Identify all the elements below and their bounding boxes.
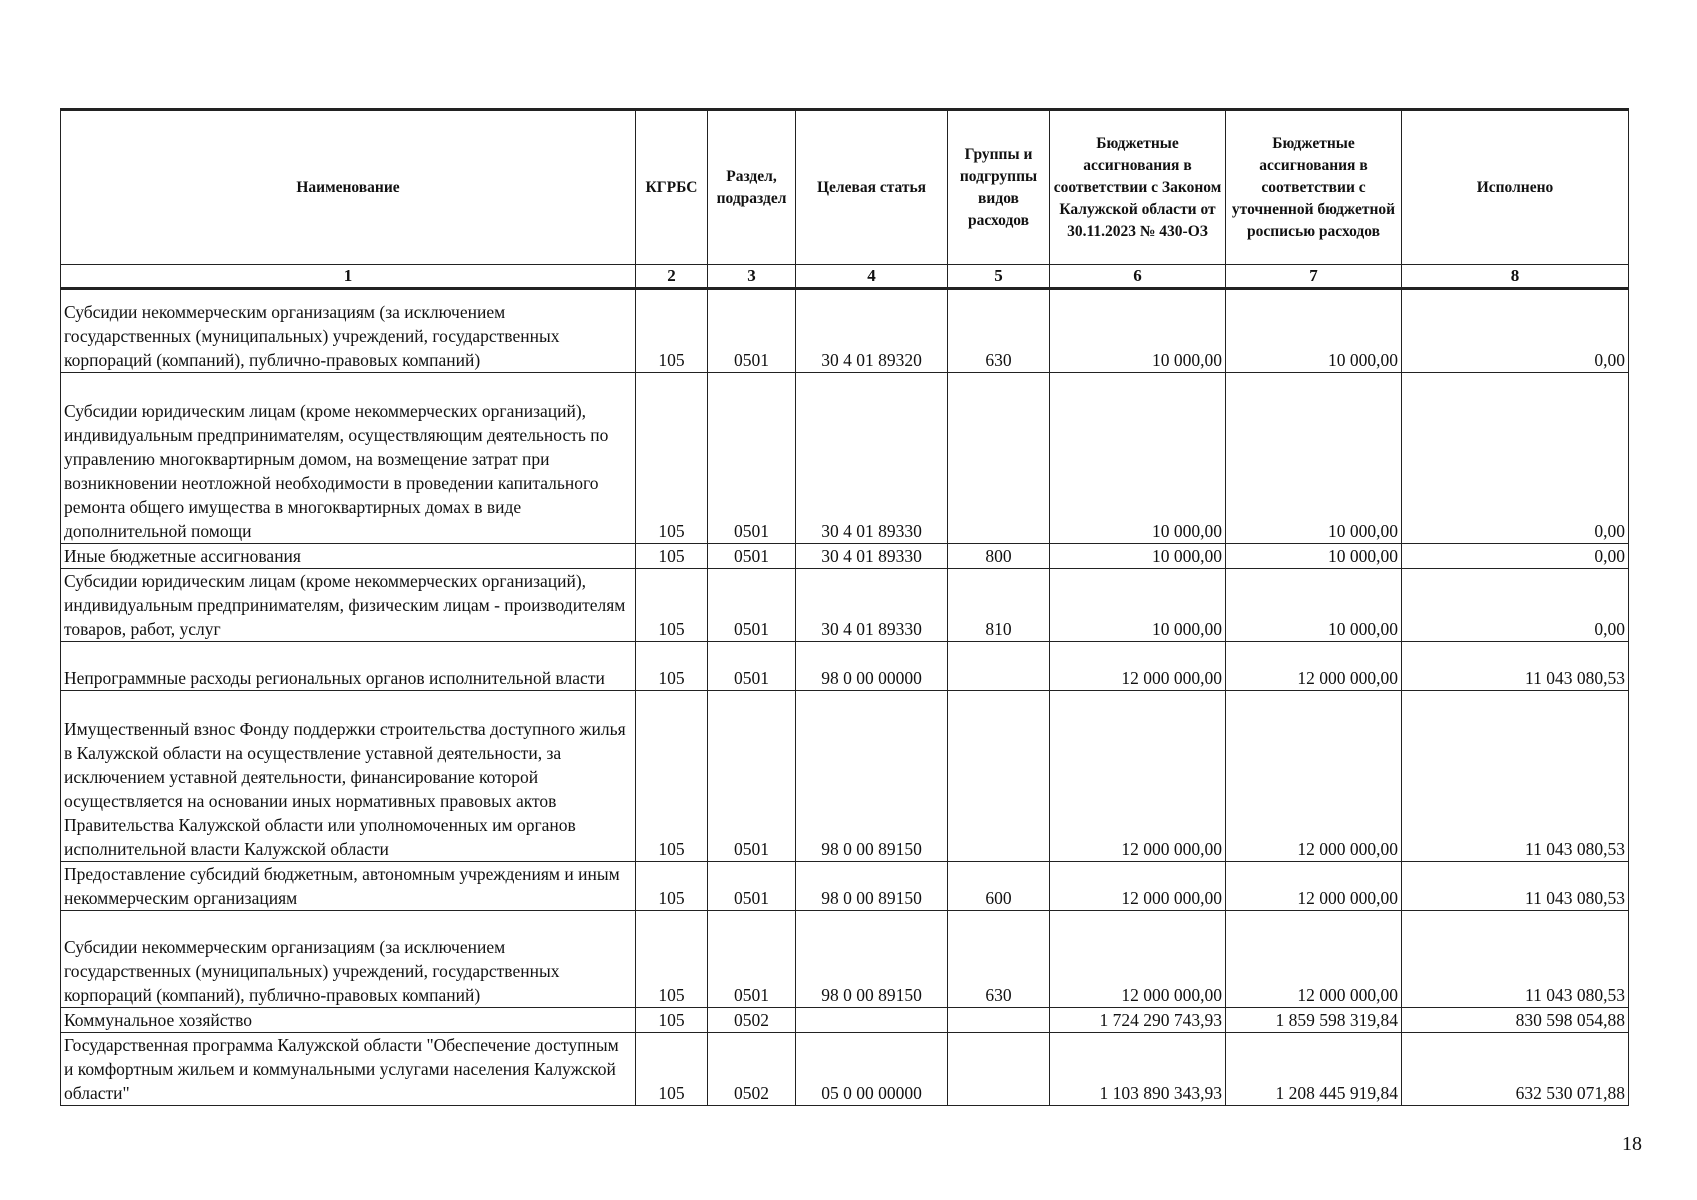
row-law-amount: 10 000,00	[1050, 544, 1226, 569]
table-row	[61, 569, 1629, 642]
row-revised-amount: 12 000 000,00	[1226, 642, 1402, 691]
table-row	[61, 544, 1629, 569]
row-group: 630	[948, 289, 1050, 373]
row-revised-amount: 12 000 000,00	[1226, 862, 1402, 911]
row-name: Субсидии юридическим лицам (кроме некоммерческих организаций), индивидуальным предпринимателям, осуществляющим деятельность по управлению многоквартирным домом, на возмещение затрат при возникновении неотложной необходимости в проведении капитального ремонта общего имущества в многоквартирных домах в виде дополнительной помощи	[61, 373, 636, 544]
row-name: Субсидии юридическим лицам (кроме некоммерческих организаций), индивидуальным предпринимателям, физическим лицам - производителям товаров, работ, услуг	[61, 569, 636, 642]
budget-table	[60, 108, 1629, 1106]
header-group: Группы и подгруппы видов расходов	[948, 110, 1050, 265]
row-kgrbs: 105	[636, 373, 708, 544]
row-name: Государственная программа Калужской области "Обеспечение доступным и комфортным жильем и коммунальными услугами населения Калужской области"	[61, 1033, 636, 1106]
row-section: 0502	[708, 1008, 796, 1033]
header-revised: Бюджетные ассигнования в соответствии с уточненной бюджетной росписью расходов	[1226, 110, 1402, 265]
row-section: 0501	[708, 911, 796, 1008]
row-section: 0501	[708, 862, 796, 911]
column-number: 3	[708, 265, 796, 289]
column-number: 2	[636, 265, 708, 289]
row-law-amount: 10 000,00	[1050, 569, 1226, 642]
row-revised-amount: 10 000,00	[1226, 544, 1402, 569]
page-number: 18	[1622, 1133, 1642, 1155]
row-law-amount: 1 103 890 343,93	[1050, 1033, 1226, 1106]
row-kgrbs: 105	[636, 1033, 708, 1106]
row-revised-amount: 10 000,00	[1226, 289, 1402, 373]
row-kgrbs: 105	[636, 544, 708, 569]
row-group: 600	[948, 862, 1050, 911]
header-target: Целевая статья	[796, 110, 948, 265]
row-target: 30 4 01 89330	[796, 373, 948, 544]
table-row	[61, 911, 1629, 1008]
header-executed: Исполнено	[1402, 110, 1629, 265]
row-target: 98 0 00 89150	[796, 911, 948, 1008]
row-kgrbs: 105	[636, 1008, 708, 1033]
row-group	[948, 642, 1050, 691]
row-name: Иные бюджетные ассигнования	[61, 544, 636, 569]
table-row	[61, 642, 1629, 691]
header-row	[61, 110, 1629, 265]
row-kgrbs: 105	[636, 289, 708, 373]
row-law-amount: 12 000 000,00	[1050, 691, 1226, 862]
row-group	[948, 691, 1050, 862]
row-group	[948, 373, 1050, 544]
row-executed-amount: 0,00	[1402, 544, 1629, 569]
row-section: 0501	[708, 569, 796, 642]
row-law-amount: 12 000 000,00	[1050, 642, 1226, 691]
row-name: Субсидии некоммерческим организациям (за исключением государственных (муниципальных) учреждений, государственных корпораций (компаний), публично-правовых компаний)	[61, 911, 636, 1008]
table-row	[61, 1033, 1629, 1106]
row-law-amount: 1 724 290 743,93	[1050, 1008, 1226, 1033]
row-section: 0501	[708, 691, 796, 862]
row-target: 30 4 01 89330	[796, 569, 948, 642]
row-group: 810	[948, 569, 1050, 642]
column-number: 4	[796, 265, 948, 289]
row-name: Субсидии некоммерческим организациям (за исключением государственных (муниципальных) учреждений, государственных корпораций (компаний), публично-правовых компаний)	[61, 289, 636, 373]
row-section: 0501	[708, 373, 796, 544]
row-kgrbs: 105	[636, 569, 708, 642]
row-target	[796, 1008, 948, 1033]
column-number: 8	[1402, 265, 1629, 289]
row-revised-amount: 12 000 000,00	[1226, 691, 1402, 862]
table-row	[61, 862, 1629, 911]
header-law: Бюджетные ассигнования в соответствии с Законом Калужской области от 30.11.2023 № 430-ОЗ	[1050, 110, 1226, 265]
row-name: Коммунальное хозяйство	[61, 1008, 636, 1033]
row-target: 30 4 01 89320	[796, 289, 948, 373]
row-group	[948, 1033, 1050, 1106]
header-kgrbs: КГРБС	[636, 110, 708, 265]
row-kgrbs: 105	[636, 911, 708, 1008]
table-row	[61, 691, 1629, 862]
row-revised-amount: 1 208 445 919,84	[1226, 1033, 1402, 1106]
row-executed-amount: 11 043 080,53	[1402, 862, 1629, 911]
header-name: Наименование	[61, 110, 636, 265]
row-target: 98 0 00 89150	[796, 862, 948, 911]
column-number: 1	[61, 265, 636, 289]
row-target: 05 0 00 00000	[796, 1033, 948, 1106]
row-executed-amount: 0,00	[1402, 289, 1629, 373]
row-revised-amount: 10 000,00	[1226, 569, 1402, 642]
row-section: 0501	[708, 544, 796, 569]
row-executed-amount: 11 043 080,53	[1402, 691, 1629, 862]
table-body	[61, 289, 1629, 1106]
row-law-amount: 10 000,00	[1050, 373, 1226, 544]
row-section: 0501	[708, 289, 796, 373]
row-revised-amount: 12 000 000,00	[1226, 911, 1402, 1008]
row-section: 0502	[708, 1033, 796, 1106]
row-executed-amount: 11 043 080,53	[1402, 642, 1629, 691]
row-law-amount: 12 000 000,00	[1050, 911, 1226, 1008]
row-executed-amount: 830 598 054,88	[1402, 1008, 1629, 1033]
column-number: 6	[1050, 265, 1226, 289]
row-executed-amount: 0,00	[1402, 569, 1629, 642]
row-law-amount: 12 000 000,00	[1050, 862, 1226, 911]
row-group: 630	[948, 911, 1050, 1008]
header-section: Раздел, подраздел	[708, 110, 796, 265]
row-law-amount: 10 000,00	[1050, 289, 1226, 373]
row-executed-amount: 632 530 071,88	[1402, 1033, 1629, 1106]
row-group: 800	[948, 544, 1050, 569]
column-number-row	[61, 265, 1629, 289]
row-executed-amount: 11 043 080,53	[1402, 911, 1629, 1008]
row-executed-amount: 0,00	[1402, 373, 1629, 544]
table-row	[61, 289, 1629, 373]
row-target: 98 0 00 00000	[796, 642, 948, 691]
row-name: Непрограммные расходы региональных органов исполнительной власти	[61, 642, 636, 691]
row-section: 0501	[708, 642, 796, 691]
table-row	[61, 1008, 1629, 1033]
column-number: 7	[1226, 265, 1402, 289]
column-number: 5	[948, 265, 1050, 289]
row-kgrbs: 105	[636, 691, 708, 862]
row-kgrbs: 105	[636, 862, 708, 911]
row-revised-amount: 10 000,00	[1226, 373, 1402, 544]
row-name: Имущественный взнос Фонду поддержки строительства доступного жилья в Калужской области на осуществление уставной деятельности, за исключением уставной деятельности, финансирование которой осуществляется на основании иных нормативных правовых актов Правительства Калужской области или уполномоченных им органов исполнительной власти Калужской области	[61, 691, 636, 862]
row-name: Предоставление субсидий бюджетным, автономным учреждениям и иным некоммерческим организациям	[61, 862, 636, 911]
row-revised-amount: 1 859 598 319,84	[1226, 1008, 1402, 1033]
table-row	[61, 373, 1629, 544]
row-kgrbs: 105	[636, 642, 708, 691]
row-target: 30 4 01 89330	[796, 544, 948, 569]
row-group	[948, 1008, 1050, 1033]
row-target: 98 0 00 89150	[796, 691, 948, 862]
